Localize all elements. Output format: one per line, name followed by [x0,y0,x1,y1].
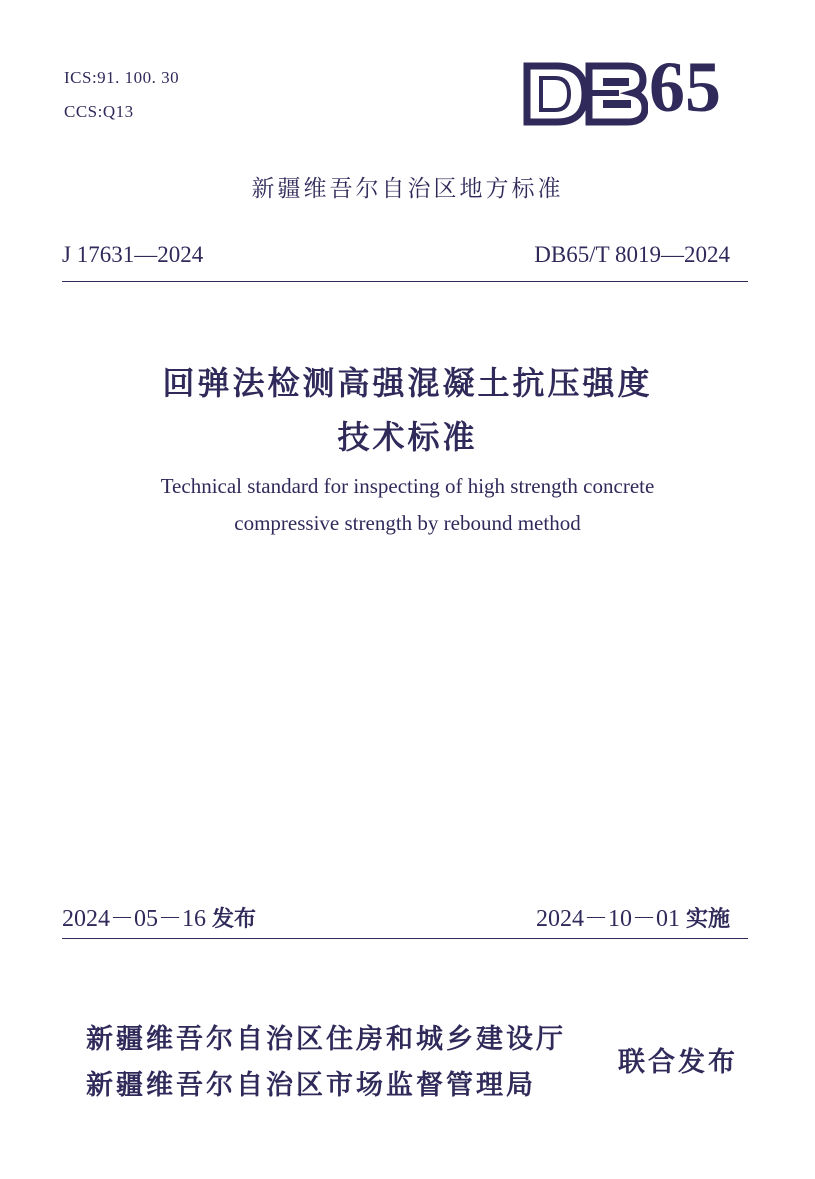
standard-type: 新疆维吾尔自治区地方标准 [251,176,564,202]
standard-number: DB65/T 8019—2024 [534,242,730,267]
ccs-code: CCS:Q13 [64,102,134,121]
issue-date: 2024－05－16 [62,906,206,932]
implement-date: 2024－10－01 [535,906,680,932]
issuer-line1: 新疆维吾尔自治区住房和城乡建设厅 [86,1024,566,1055]
title-cn-line1: 回弹法检测高强混凝土抗压强度 [162,364,653,402]
db65-logo [523,47,738,132]
issue-date-block [62,898,256,933]
title-en-line1: Technical standard for inspecting of high strength concrete [160,474,655,498]
header-divider [62,281,748,282]
date-divider [62,938,748,939]
db-logo-mark-icon [523,60,648,128]
record-number: J 17631—2024 [62,242,204,267]
title-en-line2: compressive strength by rebound method [234,511,581,535]
logo-number: 65 [649,47,721,127]
implement-label: 实施 [685,907,730,932]
issue-label: 发布 [212,907,257,932]
title-cn-line2: 技术标准 [337,418,478,456]
ics-code: ICS:91. 100. 30 [64,68,180,87]
joint-issue-label: 联合发布 [618,1047,738,1078]
implement-date-block [536,898,730,933]
issuer-line2: 新疆维吾尔自治区市场监督管理局 [86,1070,536,1101]
